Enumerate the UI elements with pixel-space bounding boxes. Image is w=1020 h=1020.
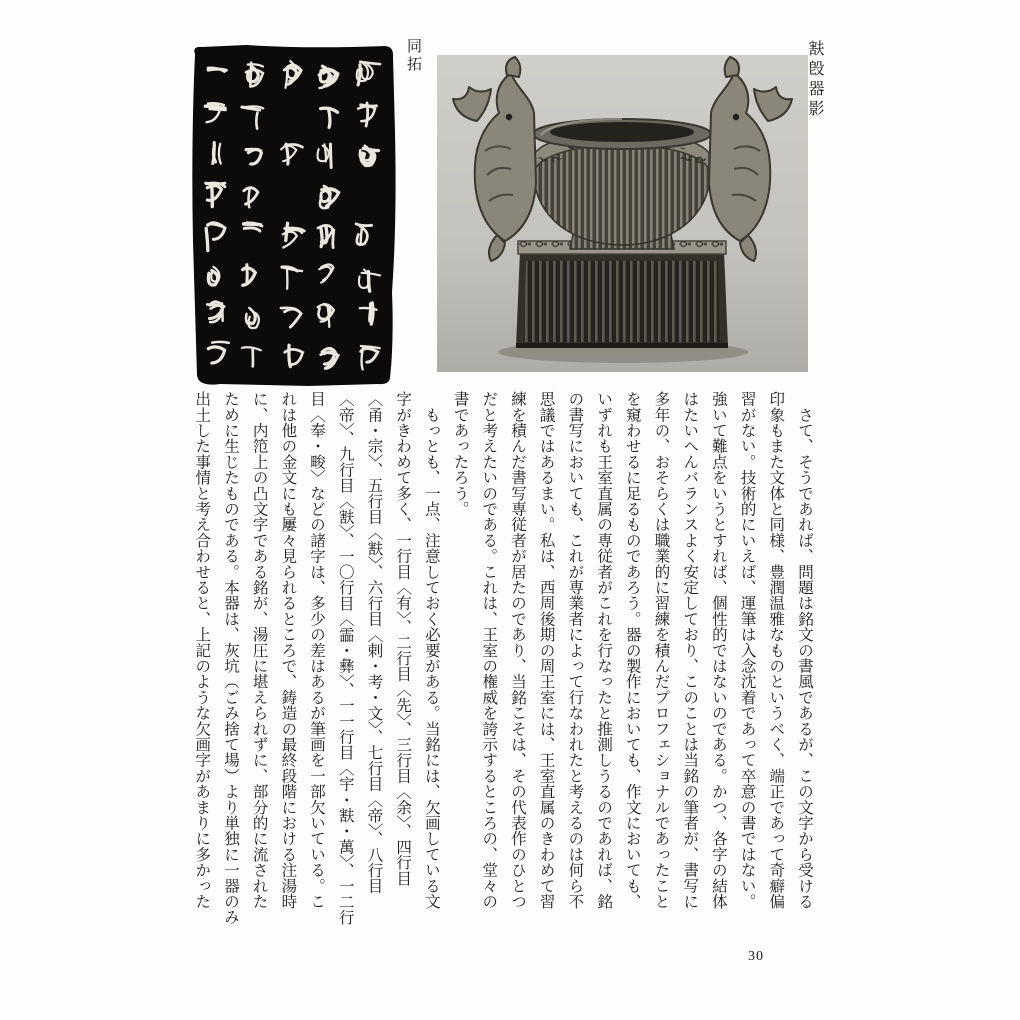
text-column: さて、そうであれば、問題は銘文の書風であるが、この文字から受ける	[796, 391, 813, 910]
text-column: 目〈奉・畯〉などの諸字は、多少の差はあるが筆画を一部欠いている。こ	[308, 391, 326, 910]
text-column: 出土した事情と考え合わせると、上記のような欠画字があまりに多かった	[193, 391, 211, 910]
vessel-photo-caption: 㝬𣪘器影	[806, 40, 823, 120]
text-column: はたいへんバランスよく安定しており、このことは当銘の筆者が、書写に	[681, 391, 699, 910]
body-text	[186, 391, 818, 971]
text-column: 〈甬・宗〉、五行目〈㝬〉、六行目〈剌・考・文〉、七行目〈帝〉、八行目	[365, 391, 383, 894]
text-column: れは他の金文にも屢々見られるところで、鋳造の最終段階における注湯時	[279, 391, 297, 910]
text-column: 書であったろう。	[451, 391, 469, 517]
text-column: 字がきわめて多く、一行目〈有〉、二行目〈先〉、三行目〈余〉、四行目	[394, 391, 412, 886]
text-column: 思議ではあるまい。私は、西周後期の周王室には、王室直属のきわめて習	[537, 391, 555, 910]
text-column: ために生じたものである。本器は、灰坑（ごみ捨て場）より単独に一器のみ	[221, 391, 239, 925]
text-column: だと考えたいのである。これは、王室の権威を誇示するところの、堂々の	[480, 391, 498, 910]
text-column: いずれも王室直属の専従者がこれを行なったと推測しうるのであれば、銘	[595, 391, 613, 910]
inscription-rubbing-image	[188, 42, 398, 388]
text-column: 練を積んだ書写専従者が居たのであり、当銘こそは、その代表作のひとつ	[508, 391, 526, 910]
text-column: 〈帝〉、九行目〈㝬〉、一〇行目〈霝・彝〉、一一行目〈宇・㝬・萬〉、一二行	[336, 391, 354, 926]
text-column: 強いて難点をいうとすれば、個性的ではないのである。かつ、各字の結体	[709, 391, 727, 910]
text-column: に、内笵上の凸文字である銘が、湯圧に堪えられずに、部分的に流された	[250, 391, 268, 910]
text-column: を窺わせるに足るものであろう。器の製作においても、作文においても、	[623, 391, 641, 910]
bronze-vessel-photo	[437, 55, 808, 372]
text-column: もっとも、一点、注意しておく必要がある。当銘には、欠画している文	[422, 391, 440, 910]
vessel-pedestal	[516, 241, 728, 348]
rubbing-caption: 同拓	[405, 38, 421, 74]
text-column: 習がない。技術的にいえば、運筆は入念沈着であって卒意の書ではない。	[738, 391, 756, 910]
page-number: 30	[748, 949, 764, 964]
text-column: 印象もまた文体と同様、豊潤温雅なものというべく、端正であって奇癖偏	[767, 391, 785, 910]
text-column: の書写においても、これが専業者によって行なわれたと考えるのは何ら不	[566, 391, 584, 910]
text-column: 多年の、おそらくは職業的に習練を積んだプロフェショナルであったこと	[652, 391, 670, 910]
